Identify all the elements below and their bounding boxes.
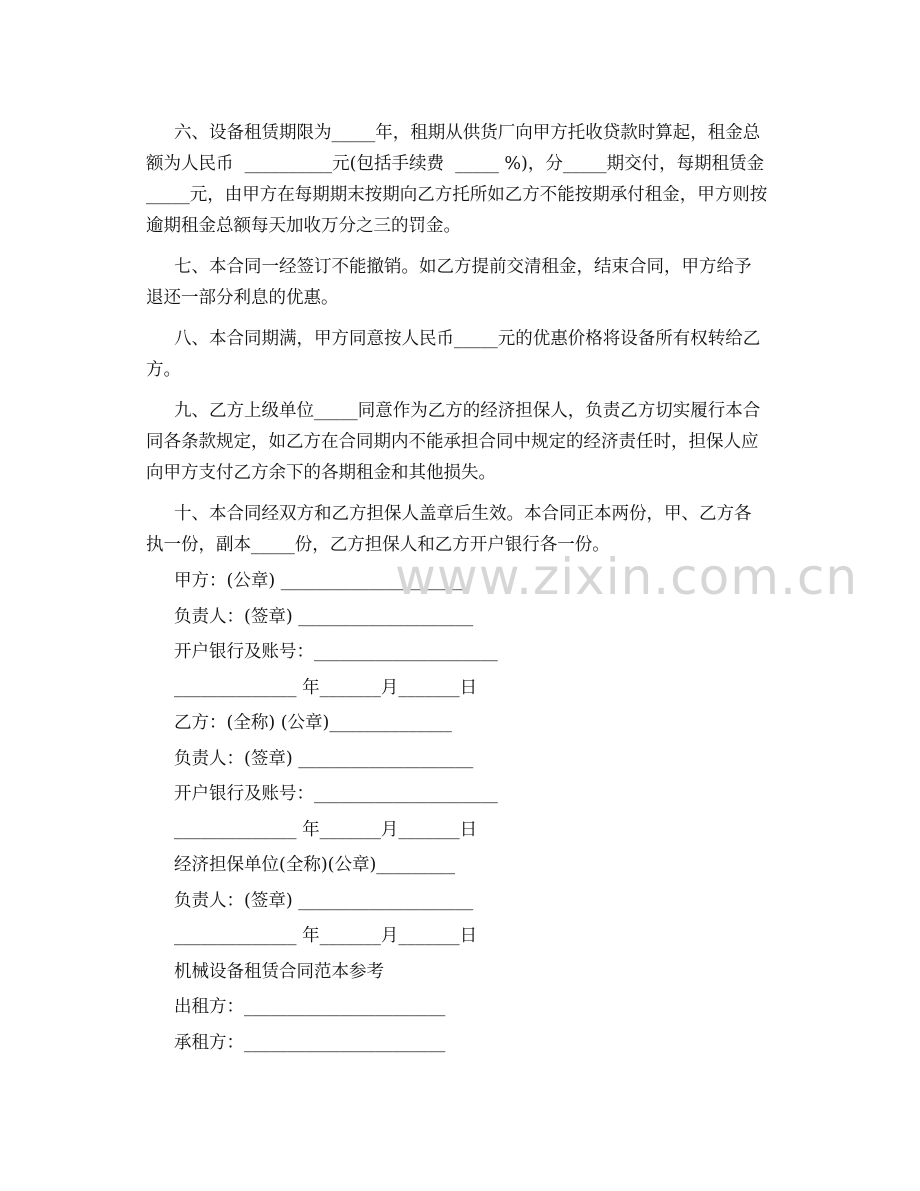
clause-6-line-4: 逾期租金总额每天加收万分之三的罚金。 [146,216,461,236]
party-b-date-field: ______________ 年_______月_______日 [174,819,478,840]
clause-8-line-2: 方。 [146,360,181,380]
next-document-title: 机械设备租赁合同范本参考 [174,961,384,982]
clause-10 [146,499,774,561]
party-a-responsible-field: 负责人：(签章) ____________________ [174,606,474,627]
clause-10-line-1: 十、本合同经双方和乙方担保人盖章后生效。本合同正本两份，甲、乙方各 [174,504,752,524]
clause-9-line-2: 同各条款规定，如乙方在合同期内不能承担合同中规定的经济责任时，担保人应 [146,432,759,452]
clause-8-line-1: 八、本合同期满，甲方同意按人民币_____元的优惠价格将设备所有权转给乙 [174,329,761,349]
signature-fields [174,564,774,1061]
clause-8 [146,324,774,386]
clause-9-line-1: 九、乙方上级单位_____同意作为乙方的经济担保人，负责乙方切实履行本合 [174,401,761,421]
clause-6 [146,118,774,242]
clause-10-line-2: 执一份，副本_____份，乙方担保人和乙方开户银行各一份。 [146,535,610,555]
party-b-seal-field: 乙方：(全称) (公章)______________ [174,713,452,733]
party-a-seal-field: 甲方：(公章) _____________________ [174,571,465,591]
clause-9 [146,396,774,489]
clause-9-line-3: 向甲方支付乙方余下的各期租金和其他损失。 [146,463,496,483]
clause-7 [146,252,774,314]
party-b-responsible-field: 负责人：(签章) ____________________ [174,748,474,769]
clause-7-line-2: 退还一部分利息的优惠。 [146,288,339,308]
party-b-bank-field: 开户银行及账号：_____________________ [174,784,498,804]
watermark-text: www.zixin.com.cn [395,548,859,606]
guarantor-date-field: ______________ 年_______月_______日 [174,926,478,946]
guarantor-seal-field: 经济担保单位(全称)(公章)_________ [174,855,456,875]
clause-6-line-3: _____元，由甲方在每期期末按期向乙方托所如乙方不能按期承付租金，甲方则按 [146,185,768,205]
clause-7-line-1: 七、本合同一经签订不能撤销。如乙方提前交清租金，结束合同，甲方给予 [174,257,752,277]
lessor-field: 出租方：_______________________ [174,997,446,1017]
clause-6-line-2: 额为人民币 __________元(包括手续费 _____ %)，分_____期交付，每期租赁金 [146,154,765,174]
clause-6-line-1: 六、设备租赁期限为_____年，租期从供货厂向甲方托收贷款时算起，租金总 [174,123,761,143]
document-body [146,118,774,1061]
party-a-date-field: ______________ 年_______月_______日 [174,677,478,698]
party-a-bank-field: 开户银行及账号：_____________________ [174,642,498,662]
guarantor-responsible-field: 负责人：(签章) ____________________ [174,890,474,911]
lessee-field: 承租方：_______________________ [174,1032,446,1053]
